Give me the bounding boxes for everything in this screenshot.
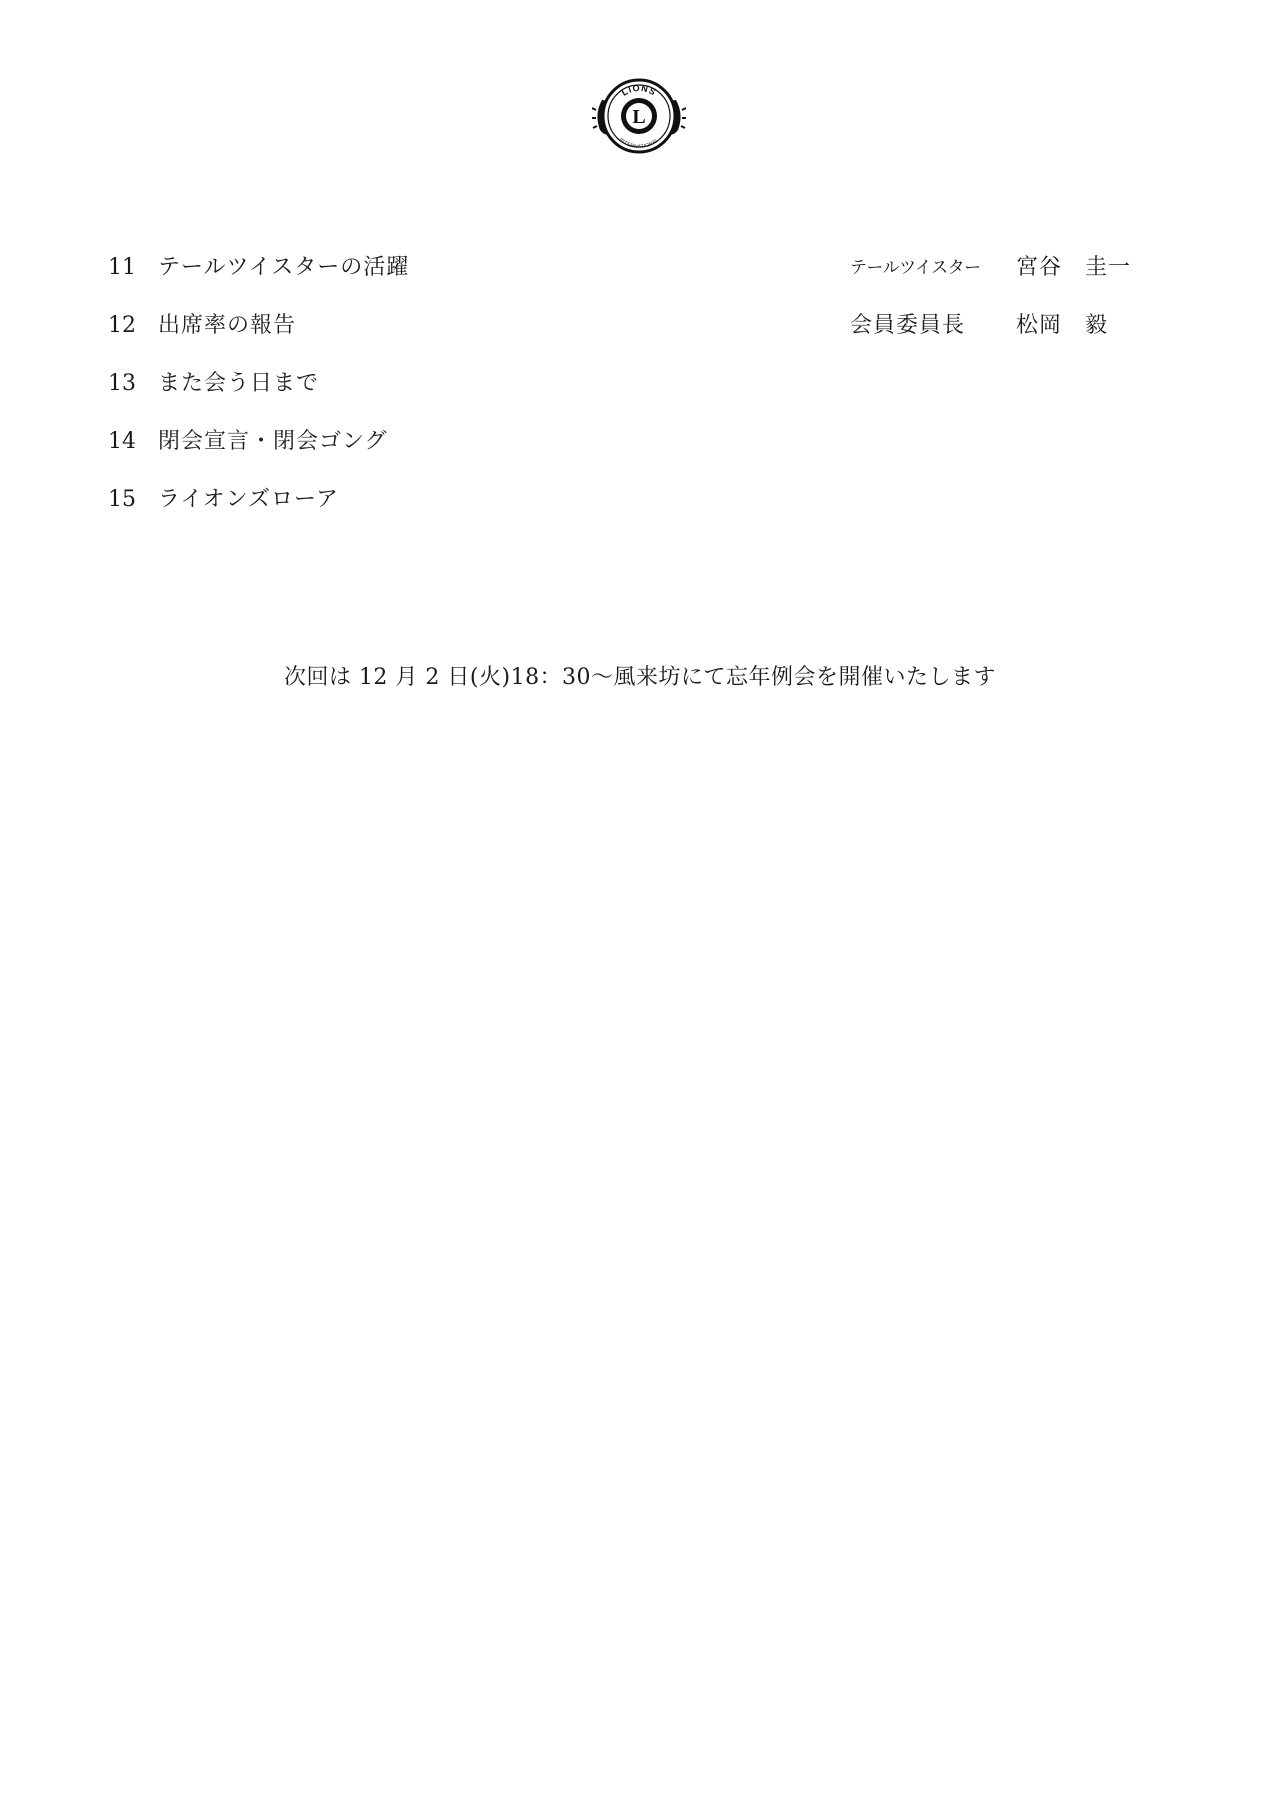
agenda-item	[108, 477, 1168, 535]
agenda-item	[108, 245, 1168, 303]
agenda-item-title: 閉会宣言・閉会ゴング	[158, 429, 388, 454]
lions-international-logo	[592, 70, 686, 162]
agenda-list	[108, 245, 1168, 535]
agenda-item-title: ライオンズローア	[158, 487, 339, 512]
agenda-item-person: 松岡 毅	[1016, 313, 1109, 338]
agenda-item-person: 宮谷 圭一	[1016, 255, 1132, 280]
agenda-item	[108, 361, 1168, 419]
agenda-item-number: 12	[108, 313, 136, 338]
agenda-item-title: テールツイスターの活躍	[158, 255, 410, 280]
agenda-item-title: 出席率の報告	[158, 313, 297, 338]
logo-top-text: LIONS	[619, 82, 659, 98]
agenda-item-number: 14	[108, 429, 136, 454]
logo-center-letter: L	[632, 106, 646, 128]
next-meeting-notice: 次回は 12 月 2 日(火)18：30～風来坊にて忘年例会を開催いたします	[283, 665, 997, 690]
agenda-item-role: テールツイスター	[850, 258, 981, 278]
agenda-item-number: 15	[108, 487, 136, 512]
logo-bottom-text: INTERNATIONAL	[617, 136, 661, 151]
agenda-item	[108, 419, 1168, 477]
agenda-item-title: また会う日まで	[158, 371, 320, 396]
agenda-item-number: 11	[108, 255, 136, 280]
agenda-item-role: 会員委員長	[850, 313, 966, 338]
agenda-item	[108, 303, 1168, 361]
agenda-item-number: 13	[108, 371, 136, 396]
